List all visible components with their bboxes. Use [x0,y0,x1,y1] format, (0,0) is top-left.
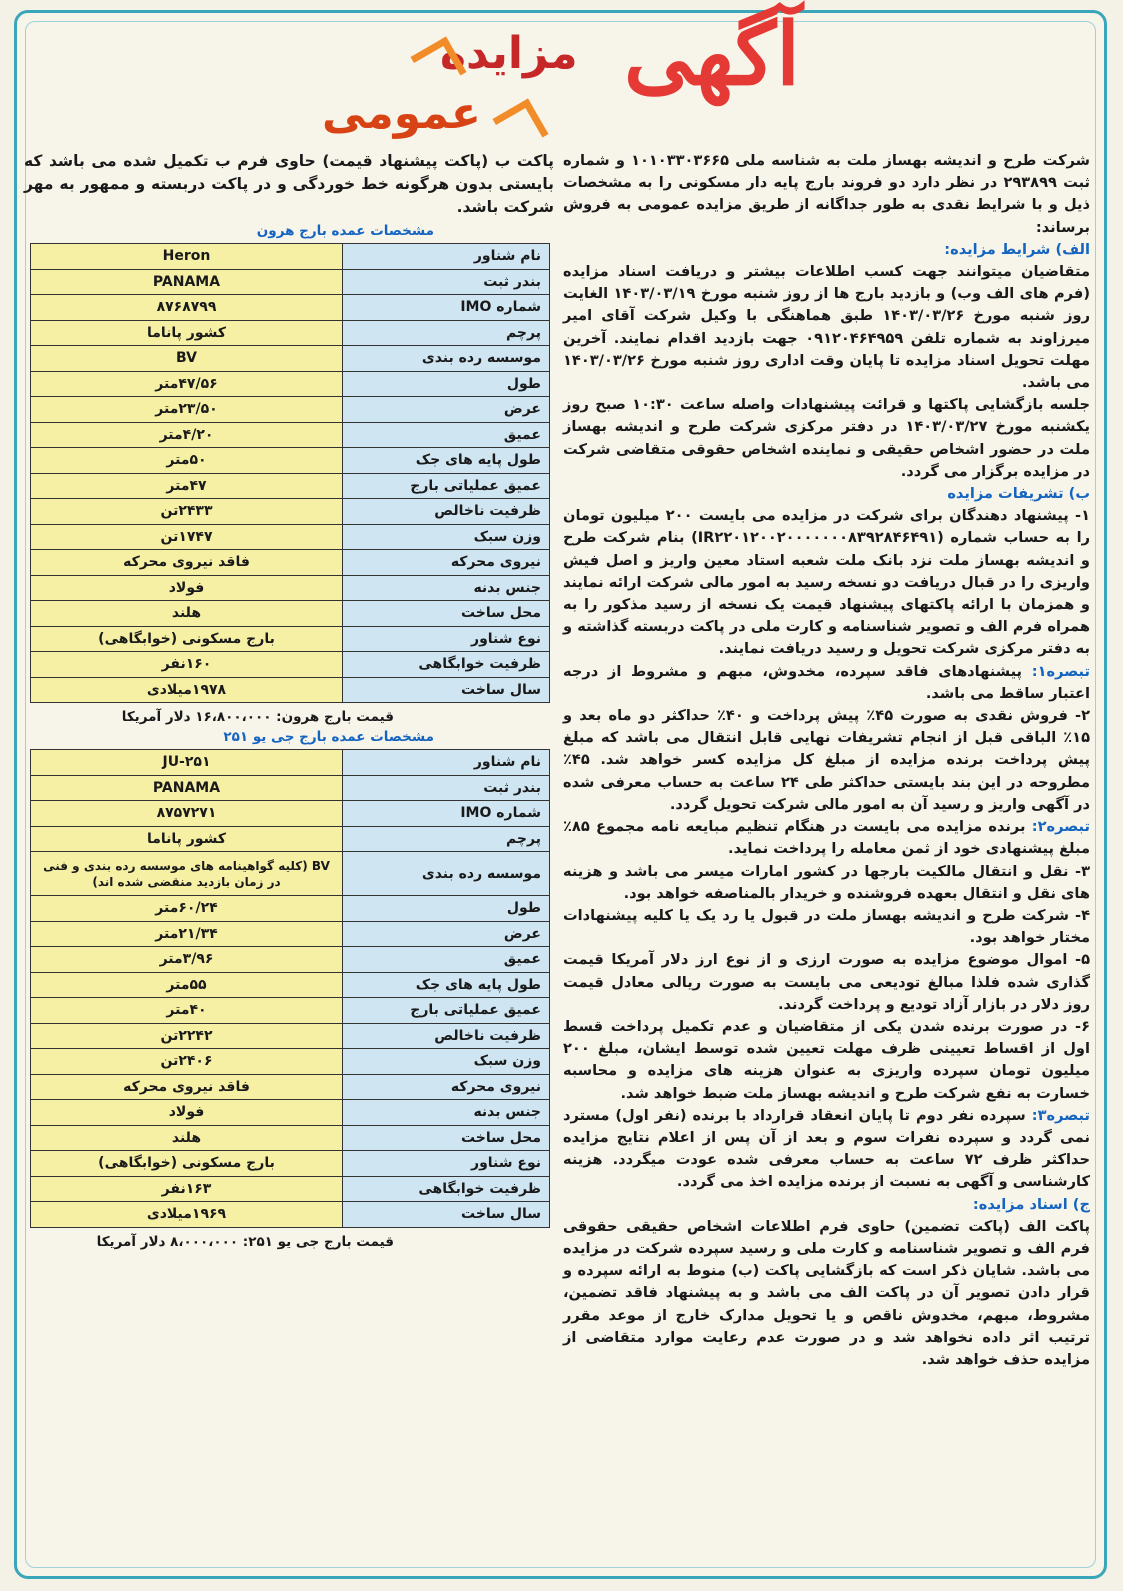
spec-label: سال ساخت [343,677,550,703]
spec-row [31,921,550,947]
spec-label: جنس بدنه [343,1100,550,1126]
spec-row [31,677,550,703]
spec-row [31,1202,550,1228]
spec-label: بندر ثبت [343,269,550,295]
spec-label: ظرفیت ناخالص [343,1023,550,1049]
spec-value: BV [31,346,343,372]
spec-value: فولاد [31,575,343,601]
spec-row [31,422,550,448]
spec-value: ۲۲۴۲تن [31,1023,343,1049]
spec-value: ۴۷/۵۶متر [31,371,343,397]
spec-row [31,826,550,852]
section-c-paragraph: پاکت الف (پاکت تضمین) حاوی فرم اطلاعات اشخاص حقیقی حقوقی فرم الف و تصویر شناسنامه و کارت ملی و رسید سپرده شرکت در مزایده می باشد. شایان ذکر است که بازگشایی پاکت (ب) منوط به ارائه سپرده و قرار دادن تصویر آن در پاکت الف می باشد و به پیشنهاد فاقد تضمین، مشروط، مبهم، مخدوش ناقص و یا تحویل مدارک خارج از موعد مقرر ترتیب اثر داده نخواهد شد و در صورت عدم رعایت موارد متقاضی از مزایده حذف خواهد شد. [563,1217,1090,1368]
spec-label: طول پایه های جک [343,448,550,474]
spec-row [31,397,550,423]
spec-value: ۱۷۴۷تن [31,524,343,550]
spec-row [31,448,550,474]
spec-row [31,550,550,576]
note-2 [563,816,1090,860]
spec-value: Heron [31,244,343,270]
clause-6: ۶- در صورت برنده شدن یکی از متقاضیان و عدم تکمیل پرداخت قسط اول از اقساط تعیینی ظرف مهلت تعیین شده توسط ایشان، مبلغ ۲۰۰ میلیون تومان سپرده واریزی به عنوان هزینه های مزایده و محاسبه خسارت به نفع شرکت طرح و اندیشه بهساز ملت ضبط خواهد شد. [563,1017,1090,1102]
heron-price: قیمت بارج هرون: ۱۶،۸۰۰،۰۰۰ دلار آمریکا [121,709,394,725]
spec-label: محل ساخت [343,601,550,627]
spec-value: ۲۳/۵۰متر [31,397,343,423]
notice-header [300,4,820,150]
clause-2: ۲- فروش نقدی به صورت ۴۵٪ پیش پرداخت و ۴۰٪ حداکثر دو ماه بعد و ۱۵٪ الباقی قبل از انجام تشریفات نهایی قابل انتقال می باشد که مبلغ پیش پرداخت برنده مزایده از مبلغ کل مزایده کسر خواهد شد. ۴۵٪ مطروحه در این بند بایستی حداکثر طی ۲۴ ساعت به حساب معرفی شده در آگهی واریز و رسید آن به امور مالی شرکت تحویل گردد. [563,707,1090,813]
spec-row [31,896,550,922]
envelope-b-paragraph: پاکت ب (پاکت پیشنهاد قیمت) حاوی فرم ب تکمیل شده می باشد که بایستی بدون هرگونه خط خوردگی و در پاکت دربسته و ممهور به مهر شرکت باشد. [24,152,554,216]
spec-row [31,499,550,525]
spec-row [31,801,550,827]
spec-value: ۴۰متر [31,998,343,1024]
spec-row [31,1176,550,1202]
spec-label: جنس بدنه [343,575,550,601]
spec-value: کشور پاناما [31,826,343,852]
spec-row [31,1100,550,1126]
spec-label: وزن سبک [343,524,550,550]
spec-label: ظرفیت خوابگاهی [343,1176,550,1202]
spec-row [31,998,550,1024]
spec-label: موسسه رده بندی [343,346,550,372]
spec-row [31,575,550,601]
spec-label: نوع شناور [343,1151,550,1177]
spec-label: عمیق [343,947,550,973]
section-b-title: ب) تشریفات مزایده [947,485,1090,503]
ju251-specs-table [30,749,550,1228]
spec-label: نام شناور [343,244,550,270]
note-3-label: تبصره۳: [1031,1106,1090,1124]
spec-row [31,473,550,499]
table1-title: مشخصات عمده بارج هرون [256,223,434,239]
spec-value: کشور پاناما [31,320,343,346]
spec-value: BV (کلیه گواهینامه های موسسه رده بندی و فنی در زمان بازدید منقضی شده اند) [31,852,343,896]
spec-value: ۵۵متر [31,972,343,998]
spec-row [31,320,550,346]
spec-label: شماره IMO [343,295,550,321]
barge-specs-column [24,150,554,1256]
note-1-label: تبصره۱: [1031,662,1090,680]
spec-value: فاقد نیروی محرکه [31,550,343,576]
section-a-paragraph-1: متقاضیان میتوانند جهت کسب اطلاعات بیشتر و دریافت اسناد مزایده (فرم های الف وب) و بازدید بارج ها از روز شنبه مورخ ۱۴۰۳/۰۳/۱۹ الغایت روز شنبه مورخ ۱۴۰۳/۰۳/۲۶ طبق هماهنگی با وکیل شرکت آقای امیر میرزاوند به شماره تلفن ۰۹۱۲۰۴۶۴۹۵۹ جهت بازدید اقدام نمایند. آخرین مهلت تحویل اسناد مزایده تا پایان وقت اداری روز شنبه مورخ ۱۴۰۳/۰۳/۲۶ می باشد. [563,263,1090,392]
spec-row [31,852,550,896]
spec-value: ۱۶۳نفر [31,1176,343,1202]
spec-label: شماره IMO [343,801,550,827]
spec-label: طول [343,896,550,922]
spec-value: هلند [31,601,343,627]
title-notice: آگهی [623,4,800,105]
spec-row [31,1023,550,1049]
spec-row [31,371,550,397]
section-c-title: ج) اسناد مزایده: [972,1195,1090,1213]
spec-value: ۸۷۵۷۲۷۱ [31,801,343,827]
spec-row [31,1049,550,1075]
spec-label: نیروی محرکه [343,550,550,576]
spec-label: پرچم [343,320,550,346]
spec-row [31,244,550,270]
spec-row [31,972,550,998]
spec-value: ۶۰/۲۴متر [31,896,343,922]
note-3-text: سپرده نفر دوم تا پایان انعقاد قرارداد با برنده (نفر اول) مسترد نمی گردد و سپرده نفرات سوم و بعد از آن پس از اعلام نتایج مزایده حداکثر ظرف ۷۲ ساعت به حساب معرفی شده عودت میگردد. هزینه کارشناسی و آگهی به نسبت از برنده مزایده اخذ می گردد. [563,1106,1090,1191]
spec-label: طول پایه های جک [343,972,550,998]
ju251-price: قیمت بارج جی یو ۲۵۱: ۸،۰۰۰،۰۰۰ دلار آمریکا [96,1233,394,1250]
spec-label: ظرفیت خوابگاهی [343,652,550,678]
spec-label: نوع شناور [343,626,550,652]
spec-label: موسسه رده بندی [343,852,550,896]
clause-3: ۳- نقل و انتقال مالکیت بارجها در کشور امارات میسر می باشد و هزینه های نقل و انتقال بعهده فروشنده و خریدار بالمناصفه خواهد بود. [563,862,1090,902]
spec-value: هلند [31,1125,343,1151]
spec-label: بندر ثبت [343,775,550,801]
spec-value: ۲۴۳۳تن [31,499,343,525]
title-public: عمومی [322,88,481,139]
spec-label: محل ساخت [343,1125,550,1151]
spec-row [31,652,550,678]
spec-value: ۵۰متر [31,448,343,474]
clause-1: ۱- پیشنهاد دهندگان برای شرکت در مزایده می بایست ۲۰۰ میلیون تومان را به حساب شماره (IR۲۲۰۱۲۰۰۲۰۰۰۰۰۰۰۸۳۹۲۸۴۶۴۹۱) بنام شرکت طرح و اندیشه بهساز ملت نزد بانک ملت شعبه استاد معین واریز و اصل فیش واریزی را در قبال دریافت دو نسخه رسید به امور مالی شرکت ارائه نمایند و همزمان با ارائه پاکتهای پیشنهاد قیمت یک نسخه از رسید مذکور را به همراه فرم الف و تصویر شناسنامه و کارت ملی در پاکت دربسته گذاشته و به دفتر مرکزی شرکت تحویل و رسید دریافت نمایند. [563,507,1091,658]
spec-label: عرض [343,921,550,947]
note-1 [563,661,1090,705]
spec-label: ظرفیت ناخالص [343,499,550,525]
spec-row [31,947,550,973]
spec-label: پرچم [343,826,550,852]
spec-label: عمیق عملیاتی بارج [343,473,550,499]
spec-row [31,1125,550,1151]
spec-row [31,626,550,652]
spec-label: نیروی محرکه [343,1074,550,1100]
spec-label: وزن سبک [343,1049,550,1075]
spec-row [31,524,550,550]
spec-value: بارج مسکونی (خوابگاهی) [31,1151,343,1177]
spec-row [31,346,550,372]
spec-row [31,269,550,295]
spec-value: فولاد [31,1100,343,1126]
note-3 [563,1105,1090,1194]
spec-value: ۱۶۰نفر [31,652,343,678]
title-auction: مزایده [440,28,578,79]
conditions-column [563,150,1090,1371]
note-2-label: تبصره۲: [1031,818,1090,836]
spec-value: ۱۹۶۹میلادی [31,1202,343,1228]
spec-row [31,1151,550,1177]
note-1-text: پیشنهادهای فاقد سپرده، مخدوش، مبهم و مشروط از درجه اعتبار ساقط می باشد. [563,662,1090,702]
spec-label: نام شناور [343,750,550,776]
spec-value: ۲۱/۳۴متر [31,921,343,947]
heron-specs-table [30,243,550,703]
spec-row [31,295,550,321]
spec-value: ۲۴۰۶تن [31,1049,343,1075]
spec-label: سال ساخت [343,1202,550,1228]
spec-value: ۴/۲۰متر [31,422,343,448]
spec-label: عمیق عملیاتی بارج [343,998,550,1024]
spec-row [31,601,550,627]
spec-row [31,1074,550,1100]
spec-value: JU-۲۵۱ [31,750,343,776]
spec-label: طول [343,371,550,397]
spec-value: فاقد نیروی محرکه [31,1074,343,1100]
spec-value: ۸۷۶۸۷۹۹ [31,295,343,321]
spec-value: بارج مسکونی (خوابگاهی) [31,626,343,652]
spec-value: ۳/۹۶متر [31,947,343,973]
spec-value: PANAMA [31,775,343,801]
section-a-title: الف) شرایط مزایده: [944,240,1090,258]
spec-value: PANAMA [31,269,343,295]
clause-5: ۵- اموال موضوع مزایده به صورت ارزی و از نوع ارز دلار آمریکا قیمت گذاری شده فلذا مبالغ تودیعی می بایست به صورت ریالی معادل قیمت روز دلار در بازار آزاد تودیع و پرداخت گردند. [563,951,1090,1013]
table2-title: مشخصات عمده بارج جی یو ۲۵۱ [223,729,434,745]
clause-4: ۴- شرکت طرح و اندیشه بهساز ملت در قبول یا رد یک یا کلیه پیشنهادات مختار خواهد بود. [563,906,1090,947]
spec-row [31,750,550,776]
spec-label: عرض [343,397,550,423]
note-2-text: برنده مزایده می بایست در هنگام تنظیم مبایعه نامه مجموع ۸۵٪ مبلغ پیشنهادی خود از ثمن معامله را پرداخت نماید. [563,818,1090,858]
spec-row [31,775,550,801]
arrow-icon [492,98,548,154]
spec-label: عمیق [343,422,550,448]
spec-value: ۱۹۷۸میلادی [31,677,343,703]
section-a-paragraph-2: جلسه بازگشایی پاکتها و قرائت پیشنهادات واصله ساعت ۱۰:۳۰ صبح روز یکشنبه مورخ ۱۴۰۳/۰۳/۲۷ در دفتر مرکزی شرکت طرح و اندیشه بهساز ملت در حضور اشخاص حقیقی و نماینده اشخاص حقوقی متقاضی شرکت در مزایده برگزار می گردد. [563,396,1090,480]
spec-value: ۴۷متر [31,473,343,499]
intro-paragraph: شرکت طرح و اندیشه بهساز ملت به شناسه ملی ۱۰۱۰۳۳۰۳۶۶۵ و شماره ثبت ۲۹۳۸۹۹ در نظر دارد دو فروند بارج پایه دار مسکونی را به مشخصات ذیل و با شرایط نقدی به طور جداگانه از طریق مزایده عمومی به فروش برساند: [563,152,1091,236]
